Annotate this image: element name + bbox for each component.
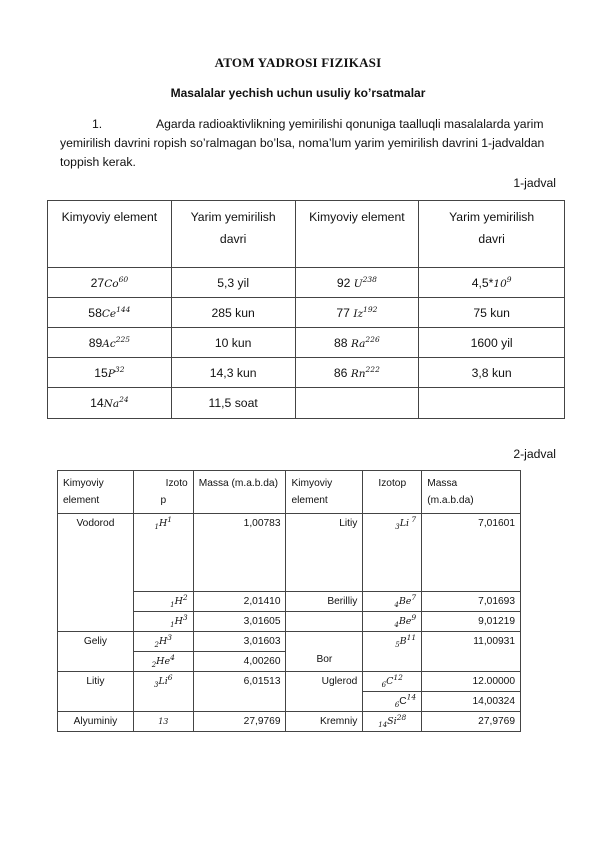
half-life-cell: 5,3 yil	[171, 268, 295, 298]
element-cell: Bor	[286, 632, 363, 672]
header-mass: Massa (m.a.b.da)	[193, 471, 286, 514]
isotope-cell: $_6C^{14}$	[363, 692, 422, 712]
page-subtitle: Masalalar yechish uchun usuliy ko’rsatmalar	[170, 86, 426, 100]
isotope-cell: $_4Be^9$	[363, 612, 422, 632]
header-isotope: Izotop	[363, 471, 422, 514]
mass-cell: 12.00000	[422, 672, 521, 692]
half-life-cell: 10 kun	[171, 328, 295, 358]
header-mass: Massa (m.a.b.da)	[422, 471, 521, 514]
isotope-cell: $_5B^{11}$	[363, 632, 422, 672]
mass-cell: 2,01410	[193, 592, 286, 612]
table-row	[48, 328, 565, 358]
empty-cell	[295, 388, 419, 419]
half-life-cell: 1600 yil	[419, 328, 565, 358]
mass-cell: 27,9769	[422, 712, 521, 732]
element-cell: 27Co$^{60}$	[48, 268, 172, 298]
mass-cell: 1,00783	[193, 514, 286, 592]
element-cell: Litiy	[286, 514, 363, 592]
isotope-cell: $_6C^{12}$	[363, 672, 422, 692]
half-life-cell: 3,8 kun	[419, 358, 565, 388]
isotope-cell: $_1H^3$	[133, 612, 193, 632]
paragraph-text: Agarda radioaktivlikning yemirilishi qonuniga taalluqli masalalarda yarim yemirilish davrini ropish so’ralmagan bo’lsa, noma’lum yarim yemirilish davrini 1-jadvaldan toppish kerak.	[60, 117, 545, 169]
element-cell: Alyuminiy	[58, 712, 134, 732]
table-header-row	[48, 201, 565, 268]
half-life-cell: 14,3 kun	[171, 358, 295, 388]
table-row	[58, 632, 521, 652]
element-cell: 92 $U^{238}$	[295, 268, 419, 298]
half-life-cell: $4,5*10^9$	[419, 268, 565, 298]
element-cell: Berilliy	[286, 592, 363, 612]
table2-caption: 2-jadval	[513, 447, 556, 461]
table-row	[58, 712, 521, 732]
mass-cell: 3,01605	[193, 612, 286, 632]
element-cell: 14Na$^{24}$	[48, 388, 172, 419]
isotope-cell: 13	[133, 712, 193, 732]
table-header-row	[58, 471, 521, 514]
table-row	[48, 388, 565, 419]
element-cell: 86 Rn$^{222}$	[295, 358, 419, 388]
header-element: Kimyoviy element	[295, 201, 419, 268]
element-cell: Geliy	[58, 632, 134, 672]
half-life-cell: 11,5 soat	[171, 388, 295, 419]
element-cell: Kremniy	[286, 712, 363, 732]
instruction-paragraph	[60, 115, 560, 172]
table-row	[48, 298, 565, 328]
mass-cell: 3,01603	[193, 632, 286, 652]
element-cell: $15P^{32}$	[48, 358, 172, 388]
element-cell: 88 Ra$^{226}$	[295, 328, 419, 358]
header-half-life: Yarim yemirilish davri	[171, 201, 295, 268]
table1-caption: 1-jadval	[513, 176, 556, 190]
isotope-cell: $_4Be^7$	[363, 592, 422, 612]
paragraph-number: 1.	[92, 117, 103, 131]
isotope-mass-table	[57, 470, 521, 732]
isotope-cell: $_1H^2$	[133, 592, 193, 612]
element-cell: 77 Iz$^{192}$	[295, 298, 419, 328]
header-element: Kimyoviy element	[58, 471, 134, 514]
element-cell: 58Ce$^{144}$	[48, 298, 172, 328]
mass-cell: 27,9769	[193, 712, 286, 732]
page-title: ATOM YADROSI FIZIKASI	[214, 55, 382, 70]
isotope-cell: $_2H^3$	[133, 632, 193, 652]
isotope-cell: $_2He^4$	[133, 652, 193, 672]
mass-cell: 9,01219	[422, 612, 521, 632]
isotope-cell: $_{14}Si^{28}$	[363, 712, 422, 732]
header-isotope: Izoto p	[133, 471, 193, 514]
table-row	[58, 672, 521, 692]
mass-cell: 6,01513	[193, 672, 286, 712]
table-row	[48, 268, 565, 298]
half-life-cell: 75 kun	[419, 298, 565, 328]
element-cell: Litiy	[58, 672, 134, 712]
empty-cell	[419, 388, 565, 419]
half-life-table	[47, 200, 565, 419]
isotope-cell: $_3Li^6$	[133, 672, 193, 712]
isotope-cell: $_3$Li $^7$	[363, 514, 422, 592]
header-element: Kimyoviy element	[48, 201, 172, 268]
table-row	[48, 358, 565, 388]
element-cell: 89Ac$^{225}$	[48, 328, 172, 358]
isotope-cell: $_1H^1$	[133, 514, 193, 592]
mass-cell: 14,00324	[422, 692, 521, 712]
half-life-cell: 285 kun	[171, 298, 295, 328]
mass-cell: 4,00260	[193, 652, 286, 672]
mass-cell: 7,01601	[422, 514, 521, 592]
element-cell: Uglerod	[286, 672, 363, 712]
empty-cell	[286, 612, 363, 632]
element-cell: Vodorod	[58, 514, 134, 632]
header-element: Kimyoviy element	[286, 471, 363, 514]
mass-cell: 7,01693	[422, 592, 521, 612]
mass-cell: 11,00931	[422, 632, 521, 672]
header-half-life: Yarim yemirilish davri	[419, 201, 565, 268]
table-row	[58, 514, 521, 592]
